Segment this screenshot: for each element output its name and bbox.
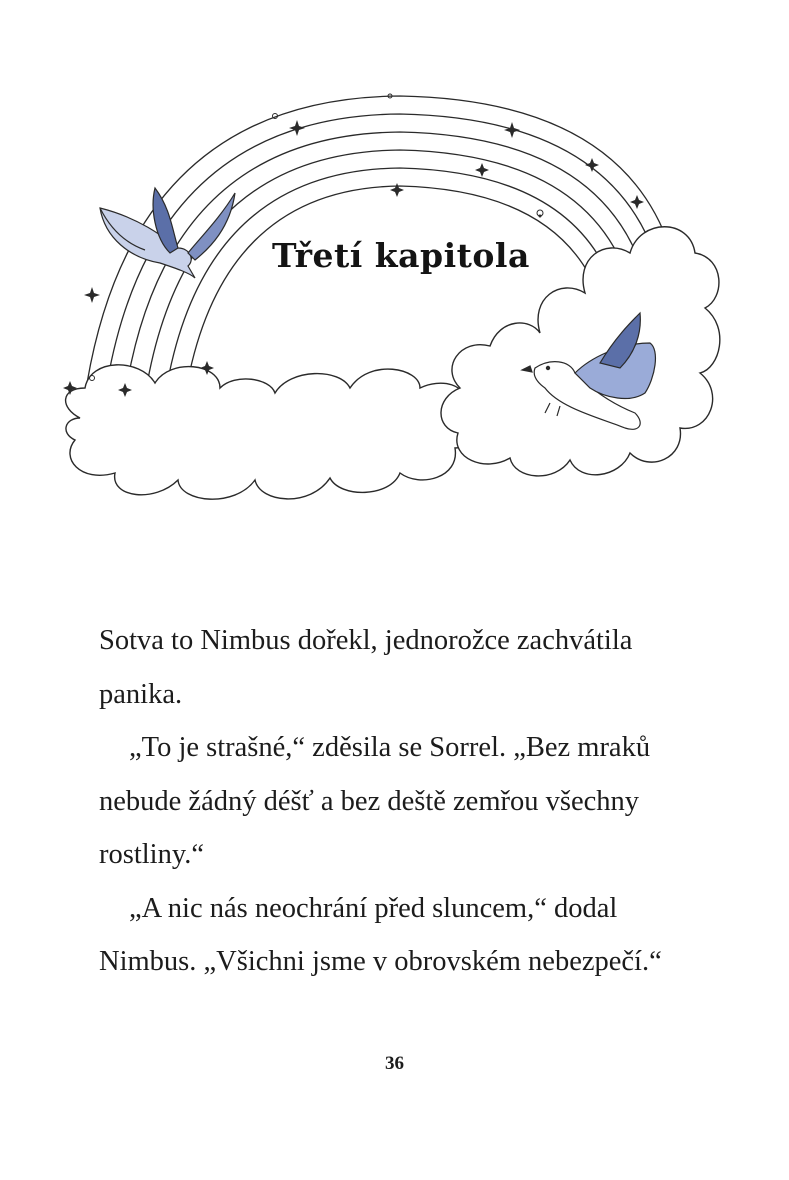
chapter-title: Třetí kapitola bbox=[272, 236, 530, 275]
body-text bbox=[99, 614, 699, 989]
page-number: 36 bbox=[385, 1053, 404, 1074]
chapter-illustration bbox=[60, 88, 730, 528]
paragraph: Sotva to Nimbus dořekl, jednorožce zachvátila panika. bbox=[99, 625, 633, 710]
paragraph: „A nic nás neochrání před sluncem,“ dodal Nimbus. „Všichni jsme v obrovském nebezpečí.“ bbox=[99, 892, 662, 977]
rainbow-clouds-birds-drawing bbox=[60, 88, 730, 528]
paragraph: „To je strašné,“ zděsila se Sorrel. „Bez mraků nebude žádný déšť a bez deště zemřou všechny rostliny.“ bbox=[99, 732, 651, 870]
